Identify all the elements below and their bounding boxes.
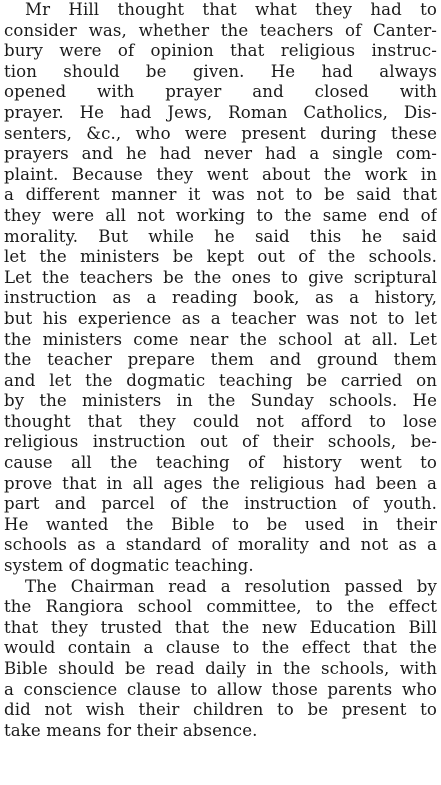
text-line: the ministers come near the school at all. Let — [4, 329, 437, 349]
text-line: plaint. Because they went about the work in — [4, 164, 437, 184]
text-line: Bible should be read daily in the schools, with — [4, 659, 437, 678]
text-line: a different manner it was not to be said that — [4, 185, 437, 205]
text-line: The Chairman read a resolution passed by — [25, 576, 437, 596]
text-line: morality. But while he said this he said — [4, 226, 437, 246]
text-line: prove that in all ages the religious had been a — [4, 473, 437, 493]
text-line: Let the teachers be the ones to give scriptural — [4, 267, 437, 287]
text-line: schools as a standard of morality and not as a — [4, 535, 437, 555]
text-line: cause all the teaching of history went to — [4, 453, 437, 473]
text-line: the Rangiora school committee, to the effect — [4, 597, 437, 617]
paragraph-mr-hill — [4, 0, 437, 577]
text-line: but his experience as a teacher was not to let — [4, 308, 437, 328]
text-line: instruction as a reading book, as a history, — [4, 288, 437, 308]
text-line: opened with prayer and closed with — [4, 82, 437, 102]
text-line: that they trusted that the new Education Bill — [4, 617, 437, 637]
text-line: by the ministers in the Sunday schools. He — [4, 391, 437, 411]
paragraph-chairman — [4, 577, 437, 742]
text-line: prayer. He had Jews, Roman Catholics, Dis- — [4, 102, 437, 122]
text-line: system of dogmatic teaching. — [4, 556, 254, 576]
text-line: let the ministers be kept out of the schools. — [4, 247, 437, 267]
text-line: a conscience clause to allow those parents who — [4, 679, 437, 699]
text-line: tion should be given. He had always — [4, 61, 437, 81]
text-line: take means for their absence. — [4, 720, 258, 740]
text-line: thought that they could not afford to lose — [4, 411, 437, 431]
text-line: bury were of opinion that religious instruc- — [4, 41, 437, 61]
text-line: senters, &c., who were present during these — [4, 123, 437, 143]
text-line: He wanted the Bible to be used in their — [4, 514, 437, 534]
text-line: consider was, whether the teachers of Canter- — [4, 20, 437, 40]
text-line: would contain a clause to the effect that the — [4, 638, 437, 658]
text-line: part and parcel of the instruction of youth. — [4, 494, 437, 514]
text-line: Mr Hill thought that what they had to — [25, 0, 437, 19]
article-column — [4, 0, 437, 741]
text-line: the teacher prepare them and ground them — [4, 350, 437, 370]
text-line: prayers and he had never had a single com- — [4, 144, 437, 164]
text-line: religious instruction out of their schools, be- — [4, 432, 437, 452]
text-line: did not wish their children to be present to — [4, 700, 437, 720]
text-line: they were all not working to the same end of — [4, 205, 437, 225]
text-line: and let the dogmatic teaching be carried on — [4, 370, 437, 390]
